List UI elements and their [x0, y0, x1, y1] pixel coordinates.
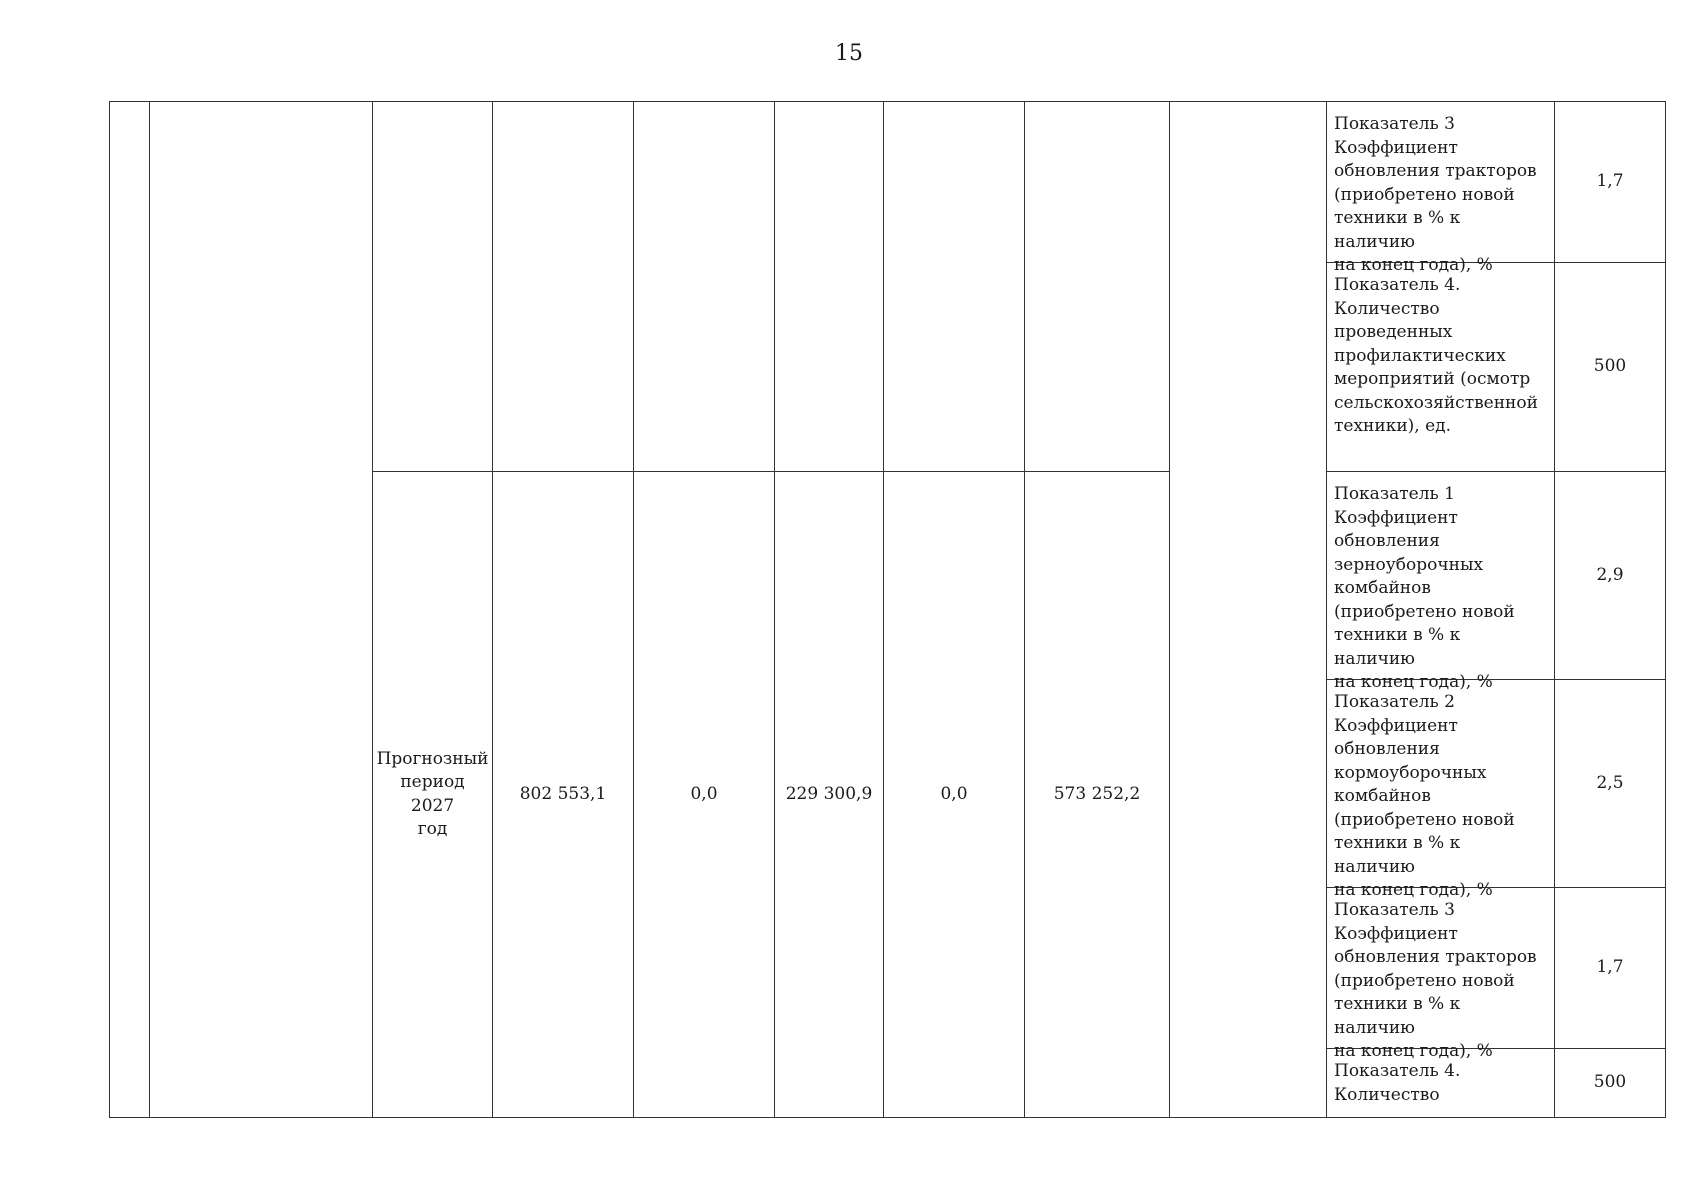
indicator-text-cell: Показатель 3 Коэффициент обновления тракторов (приобретено новой техники в % к наличию на конец года), %: [1327, 102, 1555, 263]
indicator-value-cell: 1,7: [1555, 102, 1666, 263]
indicator-value-cell: 500: [1555, 263, 1666, 472]
indicator-value-cell: 2,5: [1555, 680, 1666, 888]
prev-total-cell: [493, 102, 634, 472]
indicator-value-cell: 500: [1555, 1049, 1666, 1118]
indicator-value-cell: 1,7: [1555, 888, 1666, 1049]
indicator-text-cell: Показатель 4. Количество: [1327, 1049, 1555, 1118]
forecast-federal-cell: 0,0: [634, 472, 775, 1118]
executor-cell: [1170, 102, 1327, 1118]
prev-local-cell: [884, 102, 1025, 472]
prev-extrabudget-cell: [1025, 102, 1170, 472]
forecast-period-label: [373, 472, 493, 1118]
forecast-extrabudget-cell: 573 252,2: [1025, 472, 1170, 1118]
forecast-local-cell: 0,0: [884, 472, 1025, 1118]
event-name-cell: [150, 102, 373, 1118]
prev-regional-cell: [775, 102, 884, 472]
indicator-text-cell: Показатель 1 Коэффициент обновления зерноуборочных комбайнов (приобретено новой техники в % к наличию на конец года), %: [1327, 472, 1555, 680]
indicators-table: [109, 101, 1666, 1118]
indicator-text-cell: Показатель 2 Коэффициент обновления кормоуборочных комбайнов (приобретено новой техники в % к наличию на конец года), %: [1327, 680, 1555, 888]
prev-federal-cell: [634, 102, 775, 472]
forecast-period-text: Прогнозный период 2027 год: [376, 748, 489, 839]
page-number: 15: [835, 41, 863, 66]
prev-period-cell: [373, 102, 493, 472]
indicator-value-cell: 2,9: [1555, 472, 1666, 680]
forecast-total-cell: 802 553,1: [493, 472, 634, 1118]
indicator-text-cell: Показатель 3 Коэффициент обновления тракторов (приобретено новой техники в % к наличию на конец года), %: [1327, 888, 1555, 1049]
indicator-text-cell: Показатель 4. Количество проведенных профилактических мероприятий (осмотр сельскохозяйственной техники), ед.: [1327, 263, 1555, 472]
row-number-cell: [110, 102, 150, 1118]
forecast-regional-cell: 229 300,9: [775, 472, 884, 1118]
